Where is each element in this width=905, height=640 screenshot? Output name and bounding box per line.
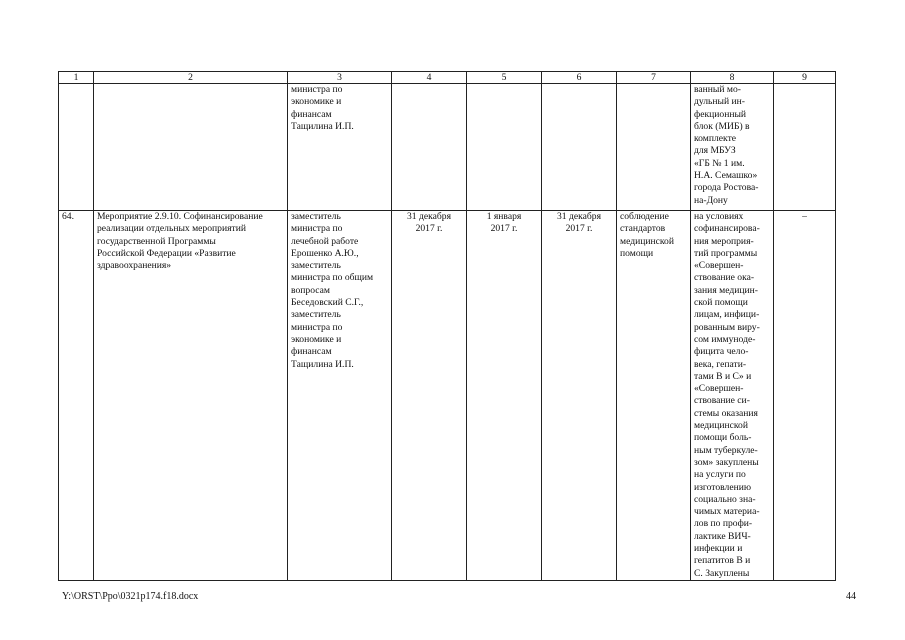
- planned-start-cell: 31 декабря 2017 г.: [392, 211, 467, 581]
- actual-start-cell: [467, 84, 542, 211]
- table-row-64: [59, 211, 836, 581]
- actual-result-cell: на условиях софинансирова- ния мероприя- тий программы «Совершен- ствование ока- зания медицин- ской помощи лицам, инфици- рованным виру- сом иммуноде- фицита чело- века, гепати- тами В и С» и «Совершен- ствование си- стемы оказания медицинской помощи боль- ным туберкуле- зом» закуплены на услуги по изготовлению социально зна- чимых материа- лов по профи- лактике ВИЧ- инфекции и гепатитов В и С. Закуплены: [691, 211, 774, 581]
- planned-result-cell: соблюдение стандартов медицинской помощи: [617, 211, 691, 581]
- notes-cell: –: [774, 211, 836, 581]
- report-table: [58, 71, 836, 581]
- planned-start-cell: [392, 84, 467, 211]
- planned-end-cell: [542, 84, 617, 211]
- header-cell-7: 7: [617, 72, 691, 84]
- event-cell: [94, 84, 288, 211]
- header-cell-3: 3: [288, 72, 392, 84]
- header-cell-6: 6: [542, 72, 617, 84]
- row-number-cell: 64.: [59, 211, 94, 581]
- header-cell-1: 1: [59, 72, 94, 84]
- actual-result-cell: ванный мо- дульный ин- фекционный блок (МИБ) в комплекте для МБУЗ «ГБ № 1 им. Н.А. Семашко» города Ростова- на-Дону: [691, 84, 774, 211]
- header-row: [59, 72, 836, 84]
- responsible-cell: заместитель министра по лечебной работе Ерошенко А.Ю., заместитель министра по общим вопросам Беседовский С.Г., заместитель министра по экономике и финансам Тащилина И.П.: [288, 211, 392, 581]
- table-row-continuation: [59, 84, 836, 211]
- notes-cell: [774, 84, 836, 211]
- event-cell: Мероприятие 2.9.10. Софинансирование реализации отдельных мероприятий государственной Программы Российской Федерации «Развитие здравоохранения»: [94, 211, 288, 581]
- header-cell-5: 5: [467, 72, 542, 84]
- responsible-cell: министра по экономике и финансам Тащилина И.П.: [288, 84, 392, 211]
- row-number-cell: [59, 84, 94, 211]
- planned-result-cell: [617, 84, 691, 211]
- header-cell-8: 8: [691, 72, 774, 84]
- header-cell-4: 4: [392, 72, 467, 84]
- actual-start-cell: 1 января 2017 г.: [467, 211, 542, 581]
- page-number: 44: [846, 591, 856, 602]
- planned-end-cell: 31 декабря 2017 г.: [542, 211, 617, 581]
- footer-file-path: Y:\ORST\Ppo\0321p174.f18.docx: [62, 591, 199, 602]
- header-cell-2: 2: [94, 72, 288, 84]
- header-cell-9: 9: [774, 72, 836, 84]
